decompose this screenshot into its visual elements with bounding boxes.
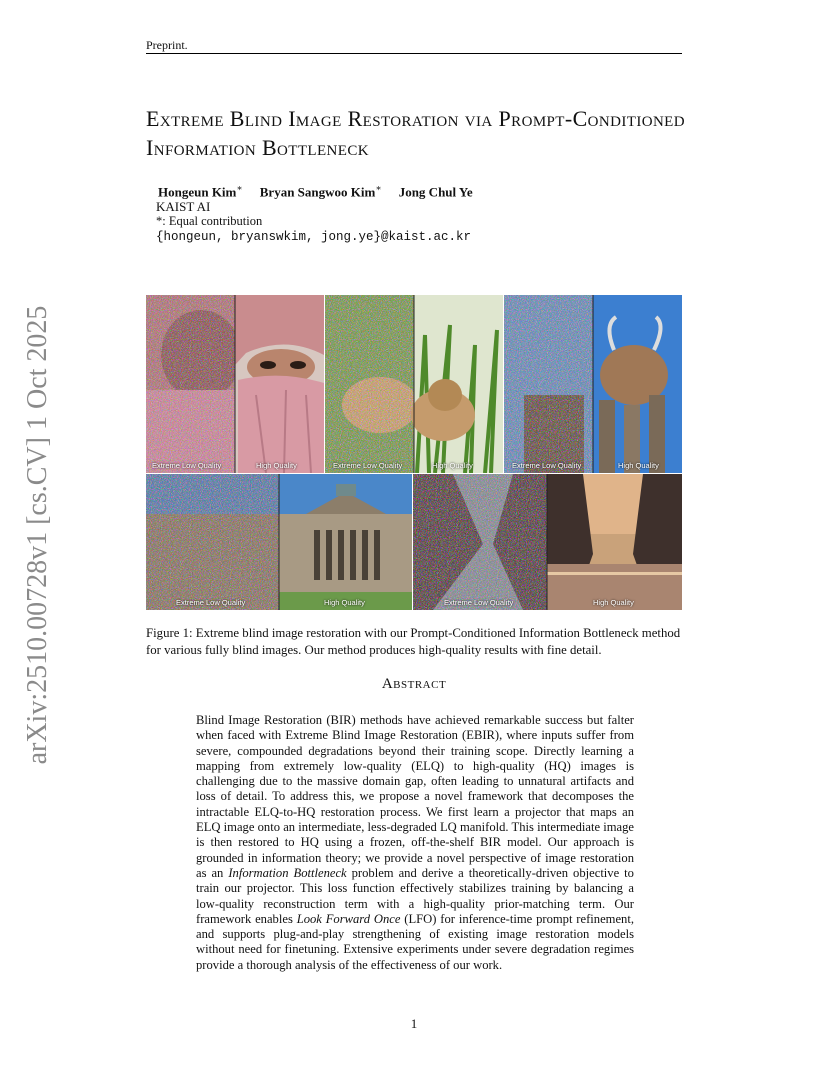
figure-1: [146, 295, 682, 610]
abstract-text: Blind Image Restoration (BIR) methods have achieved remarkable success but falter when faced with Extreme Blind Image Restoration (EBIR), where inputs suffer from severe, compounded degradations beyond their training scope. Directly learning a mapping from extremely low-quality (ELQ) to high-quality (HQ) images is challenging due to the massive domain gap, often leading to unnatural artifacts and loss of detail. To address this, we propose a novel framework that decomposes the intractable ELQ-to-HQ restoration process. We first learn a projector that maps an ELQ image onto an intermediate, less-degraded LQ manifold. This intermediate image is then restored to HQ using a frozen, off-the-shelf BIR model. Our approach is grounded in information theory; we provide a novel perspective of image restoration as an: [196, 713, 634, 880]
figure-panel-cow: [504, 295, 682, 473]
author-name: Bryan Sangwoo Kim: [259, 184, 376, 200]
equal-contribution-note: *: Equal contribution: [156, 214, 263, 228]
panel-high-label: High Quality: [256, 461, 297, 470]
panel-low-label: Extreme Low Quality: [512, 461, 582, 470]
abstract-emphasis: Look Forward Once: [296, 911, 401, 926]
panel-high-label: High Quality: [593, 598, 634, 607]
arxiv-identifier-stamp: arXiv:2510.00728v1 [cs.CV] 1 Oct 2025: [22, 305, 53, 765]
author-mark: ∗: [375, 183, 382, 193]
page-number: 1: [410, 1016, 418, 1031]
panel-low-label: Extreme Low Quality: [444, 598, 514, 607]
panel-high-label: High Quality: [432, 461, 473, 470]
figure-panel-canyon: [413, 474, 682, 610]
panel-low-label: Extreme Low Quality: [333, 461, 403, 470]
author-name: Jong Chul Ye: [398, 184, 473, 200]
figure-panel-veiled-woman: [146, 295, 324, 473]
abstract-heading: Abstract: [381, 676, 447, 692]
affiliation: KAIST AI: [156, 199, 211, 214]
author-name: Hongeun Kim: [158, 184, 237, 200]
panel-low-label: Extreme Low Quality: [152, 461, 222, 470]
header-rule: [146, 53, 682, 54]
figure-caption: Figure 1: Extreme blind image restoration with our Prompt-Conditioned Information Bottleneck method for various fully blind images. Our method produces high-quality results with fine detail.: [146, 626, 681, 657]
author-emails: {hongeun, bryanswkim, jong.ye}@kaist.ac.kr: [156, 230, 472, 244]
figure-panel-palace: [146, 474, 412, 610]
abstract-emphasis: Information Bottleneck: [228, 865, 347, 880]
panel-high-label: High Quality: [618, 461, 659, 470]
abstract-text: (LFO) for inference-time prompt refinement, and supports plug-and-play strengthening of existing image restoration models without need for finetuning. Extensive experiments under severe degradation regimes provide a thorough analysis of the effectiveness of our work.: [196, 911, 634, 972]
running-header: Preprint.: [146, 38, 188, 52]
panel-low-label: Extreme Low Quality: [176, 598, 246, 607]
abstract-text: problem and derive a theoretically-driven objective to train our projector. This loss function effectively stabilizes training by balancing a low-quality reconstruction term with a high-quality prior-matching term. Our framework enables: [196, 865, 634, 926]
paper-title: Extreme Blind Image Restoration via Prompt-Conditioned Information Bottleneck: [146, 106, 685, 160]
abstract-body: [196, 713, 634, 973]
author-mark: ∗: [236, 183, 243, 193]
author-list: [158, 183, 473, 200]
panel-high-label: High Quality: [324, 598, 365, 607]
figure-panel-straw-hat: [325, 295, 503, 473]
